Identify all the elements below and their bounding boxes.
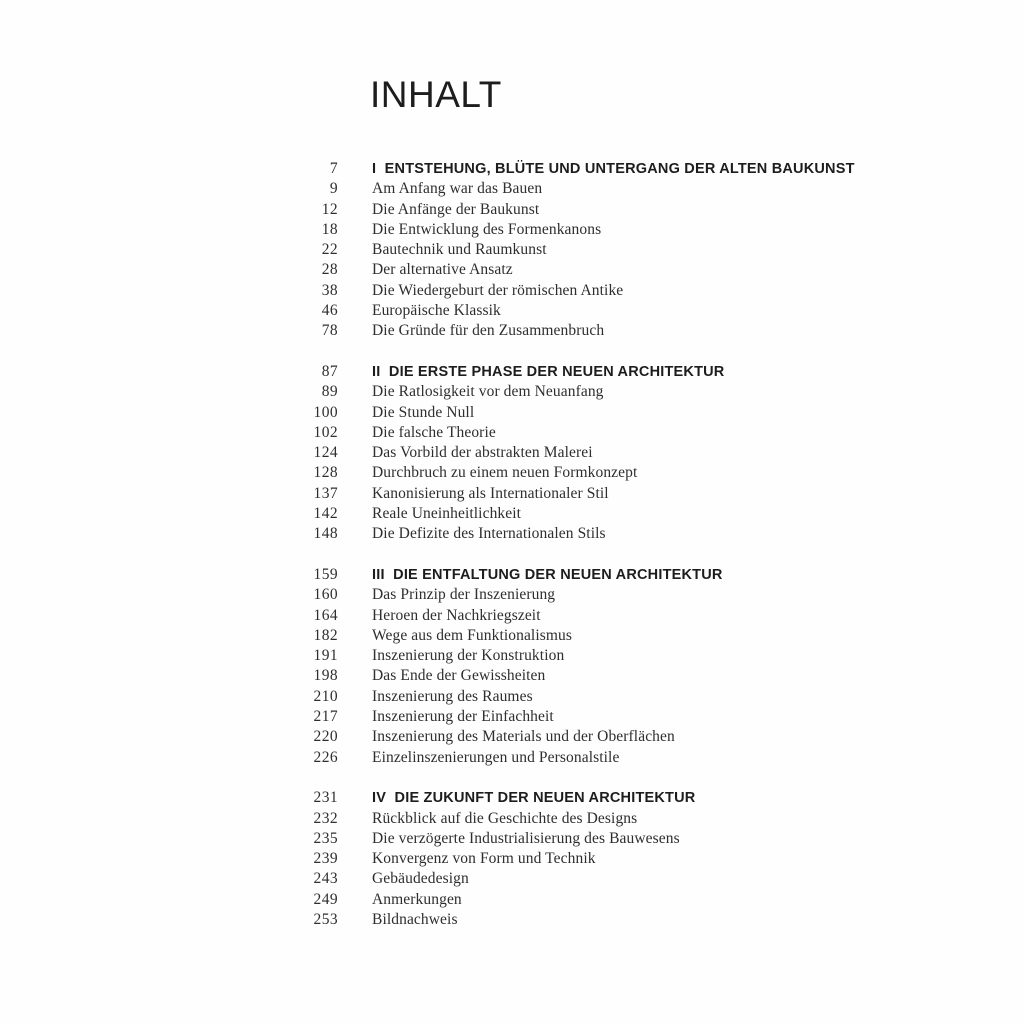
toc-entry-row: [258, 321, 855, 341]
page-number: 243: [313, 870, 338, 888]
page-number: 210: [313, 687, 338, 705]
entry-title: Einzelinszenierungen und Personalstile: [372, 748, 620, 766]
page-number: 235: [313, 829, 338, 847]
toc-entry-row: [258, 403, 855, 423]
toc-heading-row: [258, 565, 855, 585]
page-number: 160: [313, 586, 338, 604]
toc-entry-row: [258, 524, 855, 544]
toc-entry-row: [258, 869, 855, 889]
entry-title: Das Vorbild der abstrakten Malerei: [372, 444, 593, 462]
entry-title: Die Stunde Null: [372, 403, 475, 421]
section-heading: IV DIE ZUKUNFT DER NEUEN ARCHITEKTUR: [372, 790, 696, 807]
toc-entry-row: [258, 179, 855, 199]
page-number: 231: [313, 789, 338, 807]
toc-entry-row: [258, 220, 855, 240]
page-number: 78: [321, 322, 338, 340]
entry-title: Gebäudedesign: [372, 870, 469, 888]
section-heading: III DIE ENTFALTUNG DER NEUEN ARCHITEKTUR: [372, 566, 723, 583]
toc-entry-row: [258, 626, 855, 646]
page-number: 128: [313, 464, 338, 482]
toc-entry-row: [258, 687, 855, 707]
entry-title: Bildnachweis: [372, 910, 458, 928]
toc-entry-row: [258, 748, 855, 768]
page-number: 38: [321, 281, 338, 299]
entry-title: Durchbruch zu einem neuen Formkonzept: [372, 464, 638, 482]
toc-entry-row: [258, 829, 855, 849]
toc-entry-row: [258, 260, 855, 280]
entry-title: Am Anfang war das Bauen: [372, 180, 543, 198]
toc-section: [258, 362, 855, 545]
toc-entry-row: [258, 443, 855, 463]
page-title: INHALT: [370, 74, 502, 115]
section-heading: II DIE ERSTE PHASE DER NEUEN ARCHITEKTUR: [372, 363, 725, 380]
toc-heading-row: [258, 159, 855, 179]
entry-title: Die Entwicklung des Formenkanons: [372, 220, 602, 238]
page-number: 191: [313, 647, 338, 665]
entry-title: Inszenierung des Materials und der Oberflächen: [372, 728, 675, 746]
page-number: 217: [313, 708, 338, 726]
toc-entry-row: [258, 606, 855, 626]
toc-entry-row: [258, 301, 855, 321]
entry-title: Konvergenz von Form und Technik: [372, 850, 596, 868]
toc-entry-row: [258, 707, 855, 727]
page-number: 198: [313, 667, 338, 685]
entry-title: Heroen der Nachkriegszeit: [372, 606, 541, 624]
page-number: 182: [313, 626, 338, 644]
toc-entry-row: [258, 727, 855, 747]
entry-title: Der alternative Ansatz: [372, 261, 513, 279]
page-number: 22: [321, 241, 338, 259]
entry-title: Anmerkungen: [372, 890, 462, 908]
toc-entry-row: [258, 382, 855, 402]
toc-entry-row: [258, 910, 855, 930]
page-number: 89: [321, 383, 338, 401]
page-number: 12: [321, 200, 338, 218]
toc-entry-row: [258, 890, 855, 910]
page-number: 46: [321, 302, 338, 320]
toc-entry-row: [258, 666, 855, 686]
toc-entry-row: [258, 240, 855, 260]
page-number: 249: [313, 890, 338, 908]
page-number: 124: [313, 444, 338, 462]
entry-title: Die Defizite des Internationalen Stils: [372, 525, 606, 543]
toc-entry-row: [258, 200, 855, 220]
entry-title: Bautechnik und Raumkunst: [372, 241, 547, 259]
toc-entry-row: [258, 646, 855, 666]
page-number: 232: [313, 809, 338, 827]
toc-entry-row: [258, 484, 855, 504]
entry-title: Inszenierung des Raumes: [372, 687, 533, 705]
page-number: 137: [313, 484, 338, 502]
page-number: 102: [313, 423, 338, 441]
entry-title: Die Wiedergeburt der römischen Antike: [372, 281, 624, 299]
toc-entry-row: [258, 849, 855, 869]
entry-title: Kanonisierung als Internationaler Stil: [372, 484, 609, 502]
toc-entry-row: [258, 504, 855, 524]
page-number: 148: [313, 525, 338, 543]
entry-title: Die Anfänge der Baukunst: [372, 200, 540, 218]
page-number: 7: [329, 160, 338, 177]
page-number: 100: [313, 403, 338, 421]
toc-section: [258, 565, 855, 768]
toc-heading-row: [258, 788, 855, 808]
toc-entry-row: [258, 463, 855, 483]
entry-title: Europäische Klassik: [372, 302, 501, 320]
toc-entry-row: [258, 281, 855, 301]
toc-section: [258, 788, 855, 930]
entry-title: Die Gründe für den Zusammenbruch: [372, 322, 605, 340]
entry-title: Die falsche Theorie: [372, 423, 496, 441]
entry-title: Das Prinzip der Inszenierung: [372, 586, 556, 604]
toc-entry-row: [258, 585, 855, 605]
page-number: 9: [329, 180, 338, 198]
entry-title: Das Ende der Gewissheiten: [372, 667, 546, 685]
page-number: 28: [321, 261, 338, 279]
entry-title: Inszenierung der Einfachheit: [372, 708, 554, 726]
page-number: 239: [313, 850, 338, 868]
page-number: 142: [313, 505, 338, 523]
table-of-contents: [258, 159, 855, 930]
page-number: 220: [313, 728, 338, 746]
section-heading: I ENTSTEHUNG, BLÜTE UND UNTERGANG DER ALTEN BAUKUNST: [372, 161, 855, 177]
toc-entry-row: [258, 809, 855, 829]
page-number: 253: [313, 910, 338, 928]
page-number: 87: [321, 362, 338, 380]
entry-title: Inszenierung der Konstruktion: [372, 647, 565, 665]
entry-title: Reale Uneinheitlichkeit: [372, 505, 522, 523]
toc-heading-row: [258, 362, 855, 382]
toc-entry-row: [258, 423, 855, 443]
toc-section: [258, 159, 855, 342]
page-number: 159: [313, 565, 338, 583]
page-number: 226: [313, 748, 338, 766]
page-number: 18: [321, 220, 338, 238]
entry-title: Die Ratlosigkeit vor dem Neuanfang: [372, 383, 604, 401]
entry-title: Wege aus dem Funktionalismus: [372, 626, 573, 644]
page-number: 164: [313, 606, 338, 624]
entry-title: Rückblick auf die Geschichte des Designs: [372, 809, 638, 827]
entry-title: Die verzögerte Industrialisierung des Bauwesens: [372, 829, 680, 847]
